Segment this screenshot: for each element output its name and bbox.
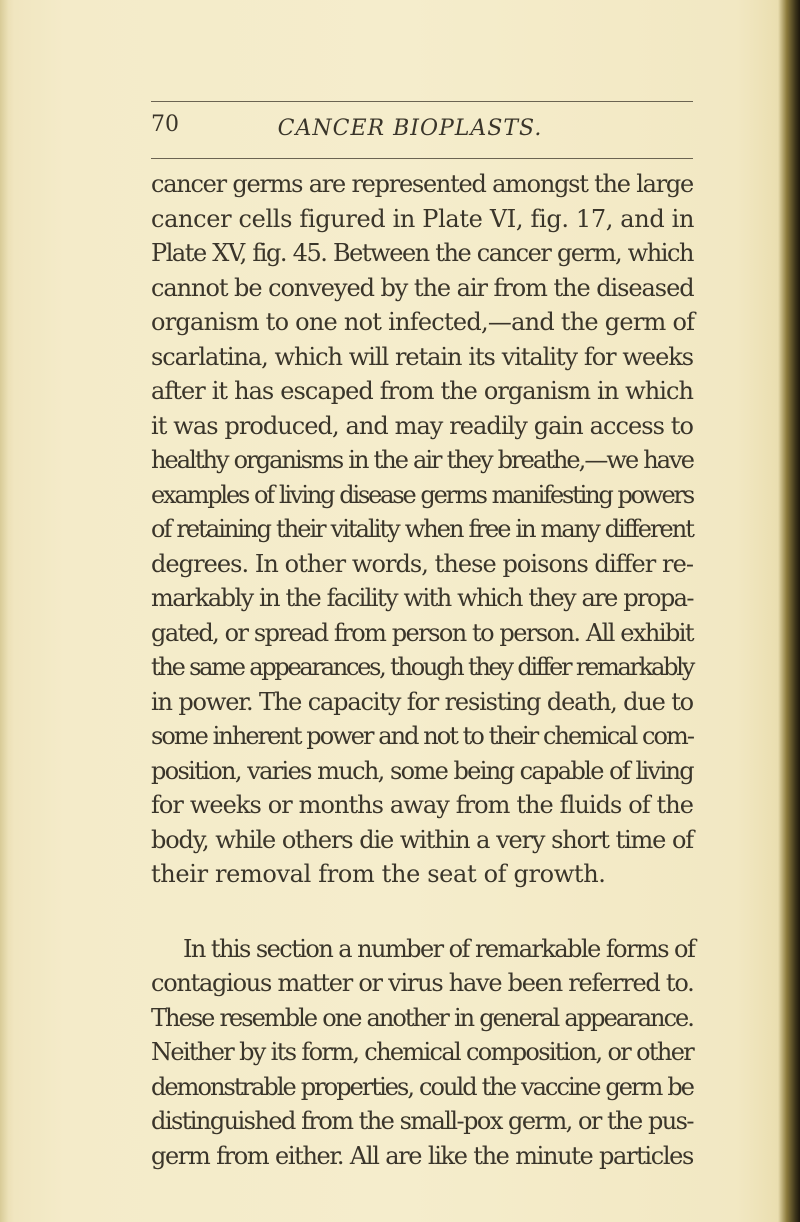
paragraph-1: [151, 167, 693, 892]
text-line: distinguished from the small-pox germ, or the pus-: [151, 1107, 693, 1135]
text-line: markably in the facility with which they are propa-: [151, 584, 693, 612]
page-left-edge: [0, 0, 14, 1222]
body-text: [151, 167, 693, 1173]
text-line: cannot be conveyed by the air from the diseased: [151, 273, 694, 302]
text-line: of retaining their vitality when free in many different: [151, 515, 693, 543]
text-line: it was produced, and may readily gain access to: [151, 411, 693, 440]
text-line: some inherent power and not to their chemical com-: [151, 722, 693, 750]
text-line: their removal from the seat of growth.: [151, 860, 606, 888]
text-line: Neither by its form, chemical composition, or other: [151, 1038, 694, 1066]
text-line: position, varies much, some being capable of living: [151, 756, 693, 785]
text-line: the same appearances, though they differ remarkably: [151, 653, 693, 681]
running-head: CANCER BIOPLASTS.: [277, 116, 543, 141]
page-right-edge-shadow: [778, 0, 800, 1222]
text-line: organism to one not infected,—and the germ of: [151, 308, 695, 336]
text-line: Plate XV, fig. 45. Between the cancer germ, which: [151, 239, 693, 267]
text-line: body, while others die within a very short time of: [151, 825, 693, 854]
text-line: after it has escaped from the organism in which: [151, 377, 693, 405]
text-line: cancer cells figured in Plate VI, fig. 17, and in: [151, 204, 695, 233]
text-line: in power. The capacity for resisting death, due to: [151, 687, 693, 716]
text-line: healthy organisms in the air they breathe,—we have: [151, 446, 693, 474]
text-line: cancer germs are represented amongst the large: [151, 170, 693, 198]
text-line: examples of living disease germs manifesting powers: [151, 480, 693, 509]
text-line: In this section a number of remarkable forms of: [183, 934, 695, 963]
header-rule-bottom: [151, 158, 693, 159]
text-line: contagious matter or virus have been referred to.: [151, 969, 694, 997]
text-line: for weeks or months away from the fluids of the: [151, 791, 693, 819]
text-line: demonstrable properties, could the vaccine germ be: [151, 1072, 693, 1101]
paragraph-2: [151, 932, 693, 1174]
text-line: gated, or spread from person to person. All exhibit: [151, 618, 693, 647]
text-line: scarlatina, which will retain its vitality for weeks: [151, 342, 693, 371]
text-line: degrees. In other words, these poisons differ re-: [151, 549, 693, 578]
header-rule-top: [151, 101, 693, 102]
page-number: 70: [151, 112, 179, 137]
text-line: These resemble one another in general appearance.: [151, 1003, 693, 1032]
text-line: germ from either. All are like the minute particles: [151, 1141, 693, 1170]
